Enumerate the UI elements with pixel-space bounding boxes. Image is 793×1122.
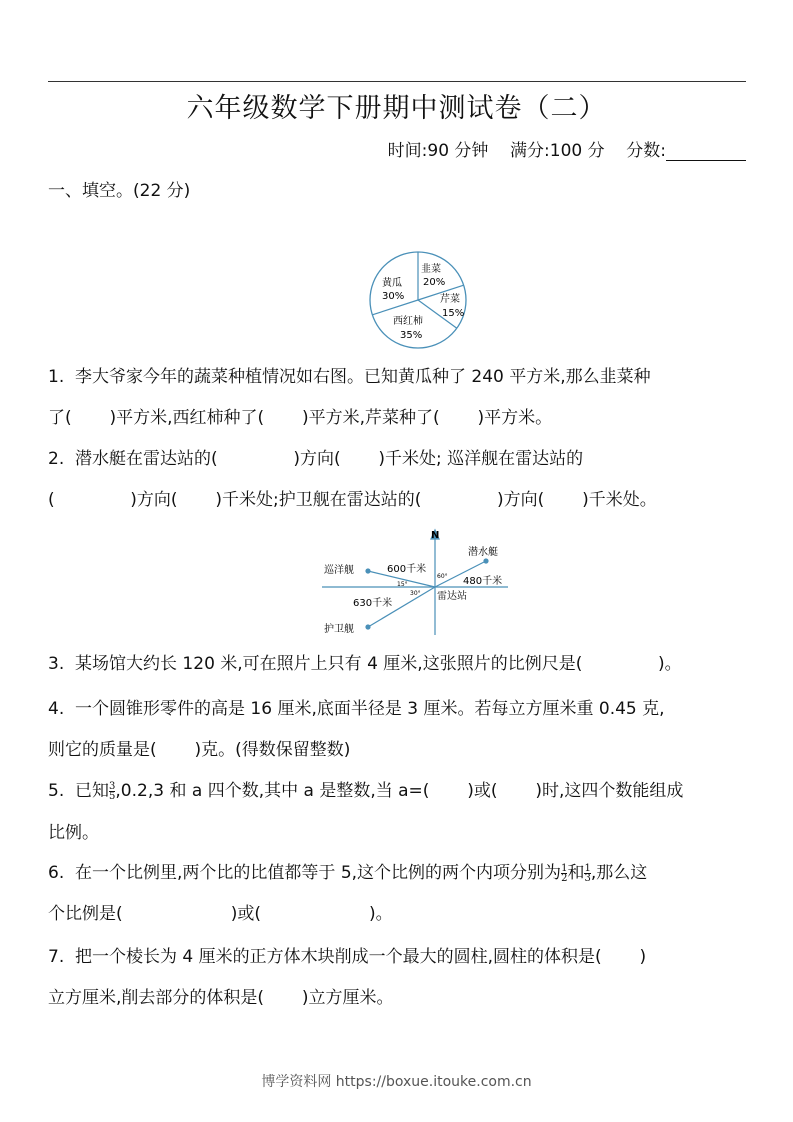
cruiser-angle: 15° xyxy=(397,581,408,588)
pie-pct-jiucai: 20% xyxy=(423,277,446,288)
pie-label-qincai: 芹菜 xyxy=(440,294,460,305)
q6-suffix: ,那么这 xyxy=(590,863,648,883)
fraction-numerator: 1 xyxy=(561,862,568,874)
header-rule xyxy=(48,81,746,82)
q6-and: 和 xyxy=(567,863,585,883)
radar-direction-diagram xyxy=(320,525,520,640)
q5-suffix: ,0.2,3 和 a 四个数,其中 a 是整数,当 a=( )或( )时,这四个数能组成 xyxy=(115,781,684,801)
question-2-line-2: ( )方向( )千米处;护卫舰在雷达站的( )方向( )千米处。 xyxy=(48,490,657,510)
exam-meta xyxy=(388,136,746,161)
frigate-point xyxy=(366,625,370,629)
cruiser-distance: 600千米 xyxy=(387,564,427,575)
score-blank[interactable] xyxy=(666,142,746,161)
frigate-angle: 30° xyxy=(410,590,421,597)
question-4-line-2: 则它的质量是( )克。(得数保留整数) xyxy=(48,740,351,760)
question-3: 3. 某场馆大约长 120 米,可在照片上只有 4 厘米,这张照片的比例尺是( )。 xyxy=(48,654,682,674)
pie-label-jiucai: 韭菜 xyxy=(421,264,441,275)
question-1-line-1: 1. 李大爷家今年的蔬菜种植情况如右图。已知黄瓜种了 240 平方米,那么韭菜种 xyxy=(48,367,651,387)
full-score-label: 满分:100 分 xyxy=(510,141,605,161)
pie-pct-xihongshi: 35% xyxy=(400,330,423,341)
question-6-line-1 xyxy=(48,862,647,884)
north-label: N xyxy=(431,530,440,541)
score-label: 分数: xyxy=(626,141,666,161)
radar-station-label: 雷达站 xyxy=(437,591,467,602)
submarine-angle: 60° xyxy=(437,573,448,580)
frigate-distance: 630千米 xyxy=(353,598,393,609)
cruiser-label: 巡洋舰 xyxy=(324,565,354,576)
question-7-line-1: 7. 把一个棱长为 4 厘米的正方体木块削成一个最大的圆柱,圆柱的体积是( ) xyxy=(48,947,647,967)
footer-watermark: 博学资料网 https://boxue.itouke.com.cn xyxy=(261,1074,532,1090)
page-title: 六年级数学下册期中测试卷（二） xyxy=(186,93,607,124)
vegetable-pie-chart xyxy=(360,250,480,354)
question-5-line-1 xyxy=(48,780,683,802)
pie-label-huanggua: 黄瓜 xyxy=(382,278,402,289)
question-6-line-2: 个比例是( )或( )。 xyxy=(48,904,393,924)
time-label: 时间:90 分钟 xyxy=(387,141,489,161)
fraction-numerator: 3 xyxy=(109,780,116,792)
question-1-line-2: 了( )平方米,西红柿种了( )平方米,芹菜种了( )平方米。 xyxy=(48,408,553,428)
pie-label-xihongshi: 西红柿 xyxy=(393,316,423,327)
cruiser-point xyxy=(366,569,370,573)
section-heading: 一、填空。(22 分) xyxy=(48,181,191,201)
question-5-line-2: 比例。 xyxy=(48,823,99,843)
fraction-denominator: 2 xyxy=(561,872,568,884)
q5-prefix: 5. 已知 xyxy=(48,781,110,801)
pie-pct-huanggua: 30% xyxy=(382,291,405,302)
frigate-label: 护卫舰 xyxy=(324,624,354,635)
question-7-line-2: 立方厘米,削去部分的体积是( )立方厘米。 xyxy=(48,988,394,1008)
pie-pct-qincai: 15% xyxy=(442,308,465,319)
submarine-label: 潜水艇 xyxy=(468,547,498,558)
fraction-denominator: 5 xyxy=(109,790,116,802)
fraction-denominator: 3 xyxy=(584,872,591,884)
q6-prefix: 6. 在一个比例里,两个比的比值都等于 5,这个比例的两个内项分别为 xyxy=(48,863,562,883)
submarine-distance: 480千米 xyxy=(463,576,503,587)
fraction-numerator: 1 xyxy=(584,862,591,874)
submarine-point xyxy=(484,559,488,563)
question-4-line-1: 4. 一个圆锥形零件的高是 16 厘米,底面半径是 3 厘米。若每立方厘米重 0.45 克, xyxy=(48,699,665,719)
question-2-line-1: 2. 潜水艇在雷达站的( )方向( )千米处; 巡洋舰在雷达站的 xyxy=(48,449,584,469)
